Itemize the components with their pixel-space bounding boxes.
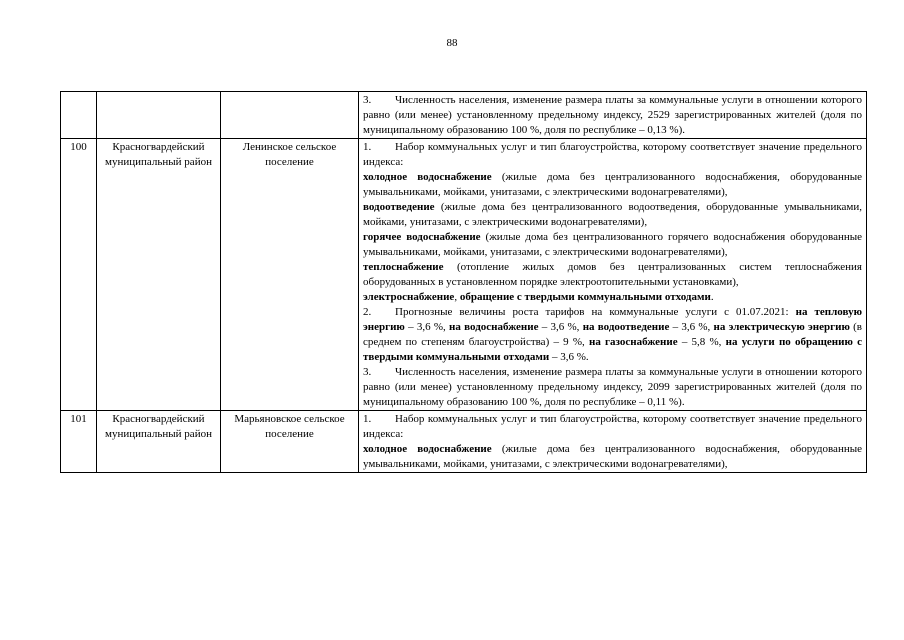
tariff-growth-paragraph: 2. Прогнозные величины роста тарифов на коммунальные услуги с 01.07.2021: на тепловую энергию – 3,6 %, на водоснабжение – 3,6 %, на водоотведение – 3,6 %, на электрическую энергию (в среднем по степеням благоустройства) – 9 %, на газоснабжение – 5,8 %, на услуги по обращению с твердыми коммунальными отходами – 3,6 %. [363, 306, 863, 363]
heating-paragraph: теплоснабжение (отопление жилых домов без централизованных систем теплоснабжения оборудованных в установленном порядке электроотопительными установками), [363, 261, 862, 288]
services-intro-paragraph: 1. Набор коммунальных услуг и тип благоустройства, которому соответствует значение предельного индекса: [363, 413, 862, 440]
row-number [61, 92, 97, 139]
tariff-table [60, 91, 867, 473]
electricity-waste-paragraph: электроснабжение, обращение с твердыми коммунальными отходами. [363, 291, 714, 303]
sewerage-paragraph: водоотведение (жилые дома без централизованного водоотведения, оборудованные умывальниками, мойками, унитазами, с электрическими водонагревателями), [363, 201, 862, 228]
cold-water-paragraph: холодное водоснабжение (жилые дома без централизованного водоснабжения, оборудованные умывальниками, мойками, унитазами, с электрическими водонагревателями), [363, 171, 862, 198]
hot-water-paragraph: горячее водоснабжение (жилые дома без централизованного горячего водоснабжения оборудованные умывальниками, мойками, унитазами, с электрическими водонагревателями), [363, 231, 862, 258]
services-intro-paragraph: 1. Набор коммунальных услуг и тип благоустройства, которому соответствует значение предельного индекса: [363, 141, 862, 168]
table-row [61, 139, 867, 411]
page-number: 88 [446, 37, 458, 49]
table-row [61, 411, 867, 473]
population-paragraph: 3. Численность населения, изменение размера платы за коммунальные услуги в отношении которого равно (или менее) установленному предельному индексу, 2099 зарегистрированных жителей (доля по муниципальному образованию 100 %, доля по республике – 0,11 %). [363, 366, 862, 408]
municipal-district: Красногвардейский муниципальный район [97, 411, 221, 473]
description-cell [359, 92, 867, 139]
description-cell [359, 139, 867, 411]
cold-water-paragraph: холодное водоснабжение (жилые дома без централизованного водоснабжения, оборудованные умывальниками, мойками, унитазами, с электрическими водонагревателями), [363, 443, 862, 470]
municipal-district: Красногвардейский муниципальный район [97, 139, 221, 411]
settlement-name: Ленинское сельское поселение [221, 139, 359, 411]
row-number: 100 [61, 139, 97, 411]
population-paragraph: 3. Численность населения, изменение размера платы за коммунальные услуги в отношении которого равно (или менее) установленному предельному индексу, 2529 зарегистрированных жителей (доля по муниципальному образованию 100 %, доля по республике – 0,13 %). [363, 94, 862, 136]
settlement-name [221, 92, 359, 139]
municipal-district [97, 92, 221, 139]
settlement-name: Марьяновское сельское поселение [221, 411, 359, 473]
description-cell [359, 411, 867, 473]
table-row [61, 92, 867, 139]
row-number: 101 [61, 411, 97, 473]
